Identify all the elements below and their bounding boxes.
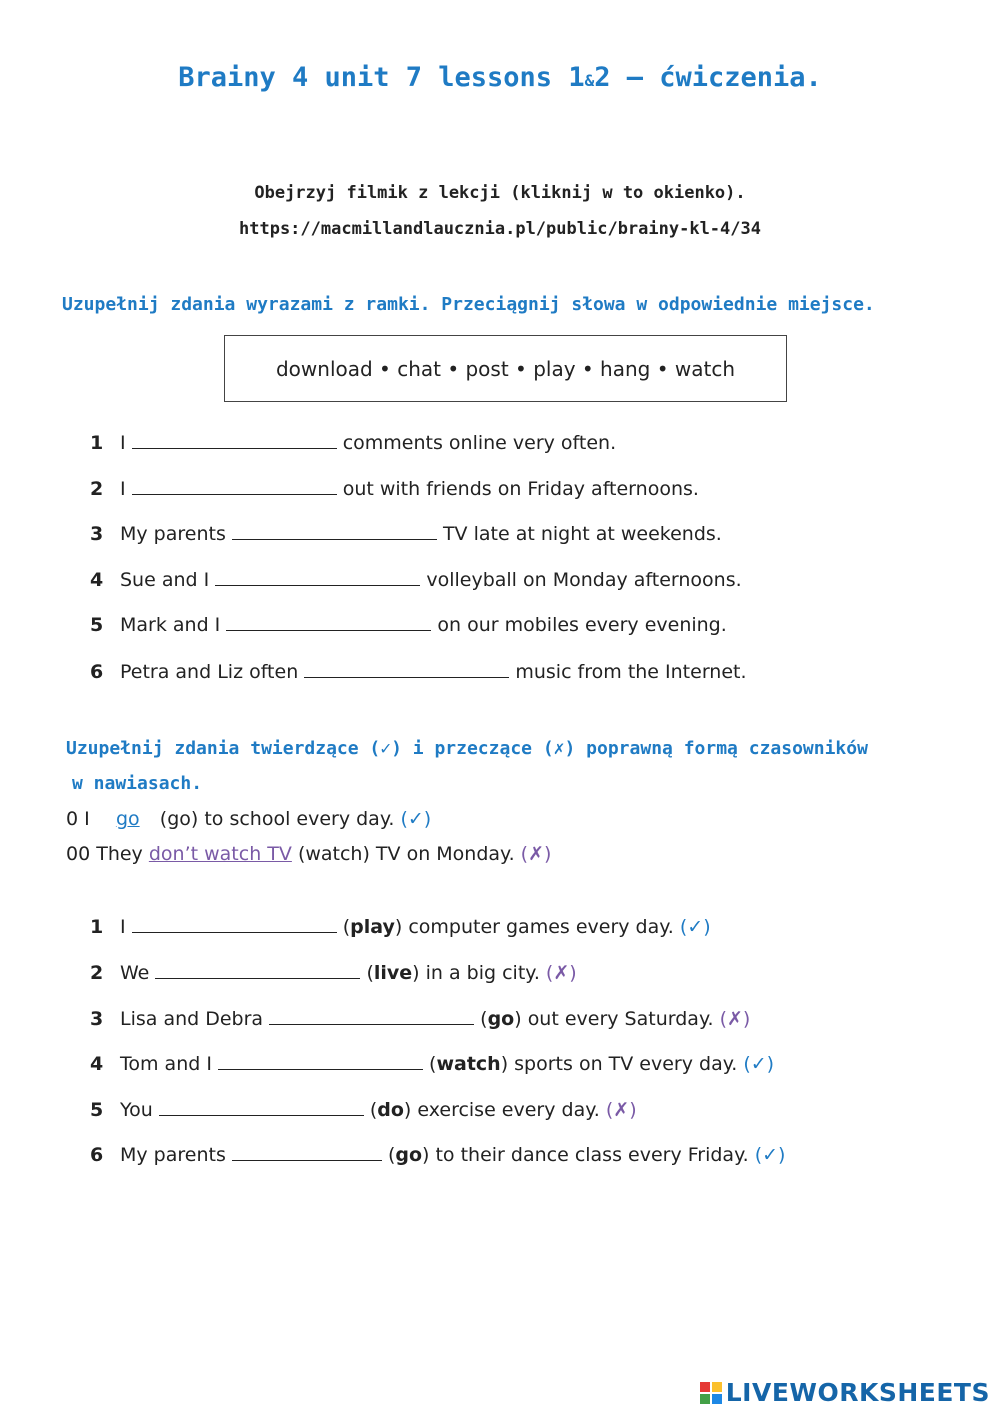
liveworksheets-logo [700, 1378, 990, 1407]
example-00: 00 They don’t watch TV (watch) TV on Monday. (✗) [66, 843, 552, 865]
list-item: 4 Tom and I (watch) sports on TV every day. (✓) [90, 1049, 774, 1075]
answer-blank[interactable] [155, 958, 360, 979]
cross-mark: (✗) [545, 962, 577, 984]
section2-instruction-cont: w nawiasach. [72, 773, 203, 794]
example-0: 0 I go (go) to school every day. (✓) [66, 808, 432, 830]
list-item: 6 Petra and Liz often music from the Internet. [90, 657, 747, 683]
check-mark: (✓) [679, 916, 711, 938]
cross-mark: (✗) [605, 1099, 637, 1121]
list-item: 1 I comments online very often. [90, 428, 616, 454]
answer-blank[interactable] [232, 1140, 382, 1161]
word-box-words: download • chat • post • play • hang • watch [275, 356, 735, 381]
answer-blank[interactable] [226, 610, 431, 631]
answer-blank[interactable] [132, 912, 337, 933]
video-instruction: Obejrzyj filmik z lekcji (kliknij w to okienko). [254, 183, 746, 203]
answer-blank[interactable] [304, 657, 509, 678]
list-item: 4 Sue and I volleyball on Monday afternoons. [90, 565, 742, 591]
cross-mark: (✗) [719, 1008, 751, 1030]
answer-blank[interactable] [132, 428, 337, 449]
cross-mark: (✗) [520, 843, 552, 865]
answer-blank[interactable] [159, 1095, 364, 1116]
check-mark: (✓) [754, 1144, 786, 1166]
list-item: 5 You (do) exercise every day. (✗) [90, 1095, 637, 1121]
answer-blank[interactable] [215, 565, 420, 586]
example-answer: go [115, 808, 140, 830]
list-item: 3 My parents TV late at night at weekends. [90, 519, 722, 545]
answer-blank[interactable] [218, 1049, 423, 1070]
list-item: 3 Lisa and Debra (go) out every Saturday. (✗) [90, 1004, 750, 1030]
answer-blank[interactable] [232, 519, 437, 540]
list-item: 1 I (play) computer games every day. (✓) [90, 912, 711, 938]
section1-instruction: Uzupełnij zdania wyrazami z ramki. Przeciągnij słowa w odpowiednie miejsce. [62, 294, 875, 315]
word-box [224, 335, 787, 402]
logo-grid-icon [700, 1382, 722, 1404]
example-answer: don’t watch TV [148, 843, 292, 865]
list-item: 2 We (live) in a big city. (✗) [90, 958, 577, 984]
check-mark: (✓) [743, 1053, 775, 1075]
answer-blank[interactable] [132, 474, 337, 495]
list-item: 2 I out with friends on Friday afternoons. [90, 474, 699, 500]
video-link[interactable]: https://macmillandlaucznia.pl/public/brainy-kl-4/34 [239, 219, 761, 239]
answer-blank[interactable] [269, 1004, 474, 1025]
logo-text: LIVEWORKSHEETS [725, 1378, 990, 1407]
list-item: 5 Mark and I on our mobiles every evening. [90, 610, 727, 636]
page-title: Brainy 4 unit 7 lessons 1&2 – ćwiczenia. [178, 62, 822, 93]
section2-instruction: Uzupełnij zdania twierdzące (✓) i przeczące (✗) poprawną formą czasowników [66, 738, 868, 759]
list-item: 6 My parents (go) to their dance class every Friday. (✓) [90, 1140, 785, 1166]
check-mark: (✓) [400, 808, 432, 830]
